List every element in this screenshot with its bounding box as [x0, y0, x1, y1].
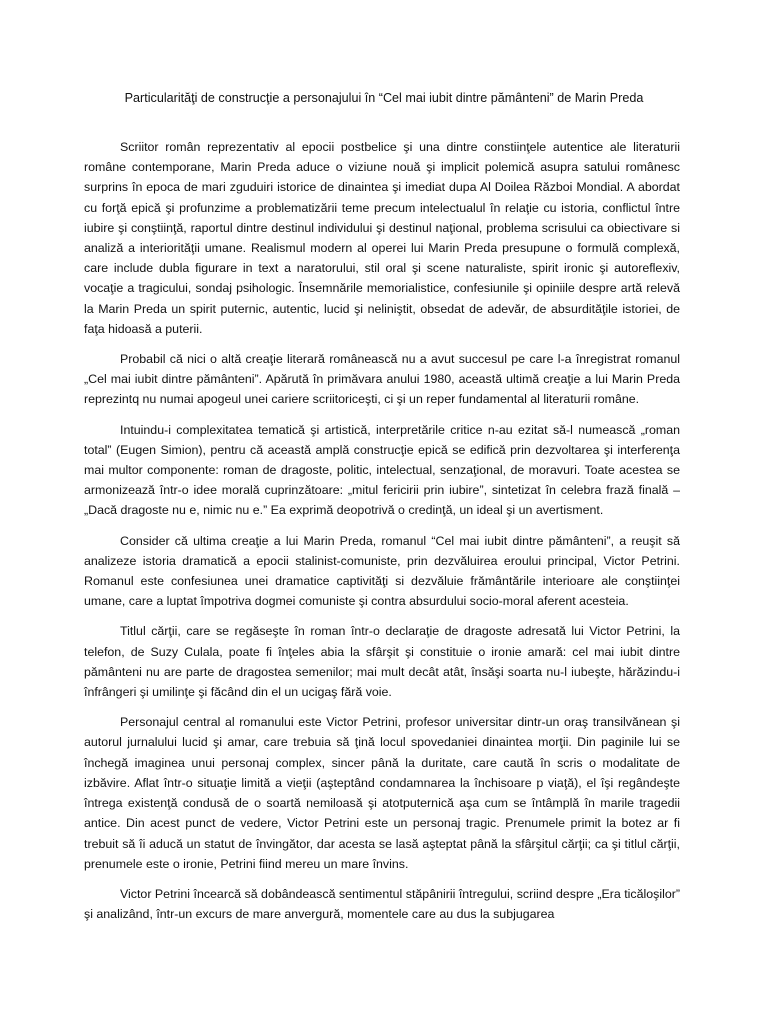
- document-body: [84, 137, 680, 934]
- paragraph-5: Titlul cărţii, care se regăseşte în roman într-o declaraţie de dragoste adresată lui Victor Petrini, la telefon, de Suzy Culala, poate fi înţeles abia la sfârşit şi constituie o ironie amară: cel mai iubit dintre pământeni nu are parte de dragostea semenilor; mai mult decât atât, însăşi soarta nu-l iubeşte, hărăzindu-i înfrângeri şi umilinţe şi făcând din el un ucigaş fără voie.: [84, 624, 680, 700]
- paragraph-1: Scriitor român reprezentativ al epocii postbelice şi una dintre constiinţele autentice ale literaturii române contemporane, Marin Preda aduce o viziune nouă şi implicit polemică asupra satului românesc surprins în epoca de mari zguduiri istorice de dinaintea şi imediat dupa Al Doilea Război Mondial. A abordat cu forţă epică şi profunzime a problematizării teme precum intelectualul în relaţie cu istoria, conflictul între iubire şi conştiinţă, raportul dintre destinul individului şi destinul naţional, problema scrisului ca obiectivare si analiză a interiorităţii umane. Realismul modern al operei lui Marin Preda presupune o formulă complexă, care include dubla figurare in text a naratorului, stil oral şi scene naturaliste, spirit ironic şi autoreflexiv, vocaţie a tragicului, sondaj psihologic. Însemnările memorialistice, confesiunile şi opiniile despre artă relevă la Marin Preda un spirit puternic, autentic, lucid şi neliniştit, obsedat de adevăr, de absurdităţile istoriei, de faţa hidoasă a puterii.: [84, 140, 680, 336]
- paragraph-7: Victor Petrini încearcă să dobândească sentimentul stăpânirii întregului, scriind despre „Era ticăloşilor” şi analizând, într-un excurs de mare anvergură, momentele care au dus la subjugarea: [84, 886, 680, 922]
- paragraph-6: Personajul central al romanului este Victor Petrini, profesor universitar dintr-un oraş transilvănean şi autorul jurnalului lucid şi amar, care trebuia să ţină locul spovedaniei dinaintea morţii. Din paginile lui se închegă imaginea unui personaj complex, sincer până la duritate, care caută în scris o modalitate de izbăvire. Aflat într-o situaţie limită a vieţii (aşteptând condamnarea la închisoare p viaţă), el îşi regândeşte întrega existenţă condusă de o soartă nemiloasă şi atotputernică aşa cum se întâmplă în marile tragedii antice. Din acest punct de vedere, Victor Petrini este un personaj tragic. Prenumele primit la botez ar fi trebuit să îi aducă un statut de învingător, dar acesta se lasă aşteptat până la sfârşitul cărţii; ca şi titlul cărţii, prenumele este o ironie, Petrini fiind mereu un mare învins.: [84, 715, 680, 871]
- document-title: Particularităţi de construcţie a personajului în “Cel mai iubit dintre pământeni” de Marin Preda: [124, 91, 644, 105]
- paragraph-3: Intuindu-i complexitatea tematică şi artistică, interpretările critice n-au ezitat să-l numească „roman total” (Eugen Simion), pentru că această amplă construcţie epică se edifică prin dezvoltarea şi interferenţa mai multor componente: roman de dragoste, politic, intelectual, senzaţional, de moravuri. Toate acestea se armonizează într-o idee morală cuprinzătoare: „mitul fericirii prin iubire”, sintetizat în celebra frază finală – „Dacă dragoste nu e, nimic nu e.” Ea exprimă deopotrivă o credinţă, un ideal şi un avertisment.: [84, 422, 680, 518]
- paragraph-2: Probabil că nici o altă creaţie literară românească nu a avut succesul pe care l-a înregistrat romanul „Cel mai iubit dintre pământeni”. Apărută în primăvara anului 1980, această ultimă creaţie a lui Marin Preda reprezintq nu numai apogeul unei cariere scriitoriceşti, ci şi un reper fundamental al literaturii române.: [84, 352, 680, 407]
- paragraph-4: Consider că ultima creaţie a lui Marin Preda, romanul “Cel mai iubit dintre pământeni”, a reuşit să analizeze istoria dramatică a epocii stalinist-comuniste, prin dezvăluirea eroului principal, Victor Petrini. Romanul este confesiunea unei dramatice captivităţi si dezvăluie frământările interioare ale conştiinţei umane, care a luptat împotriva dogmei comuniste şi contra absurdului socio-moral aferent acesteia.: [84, 533, 680, 609]
